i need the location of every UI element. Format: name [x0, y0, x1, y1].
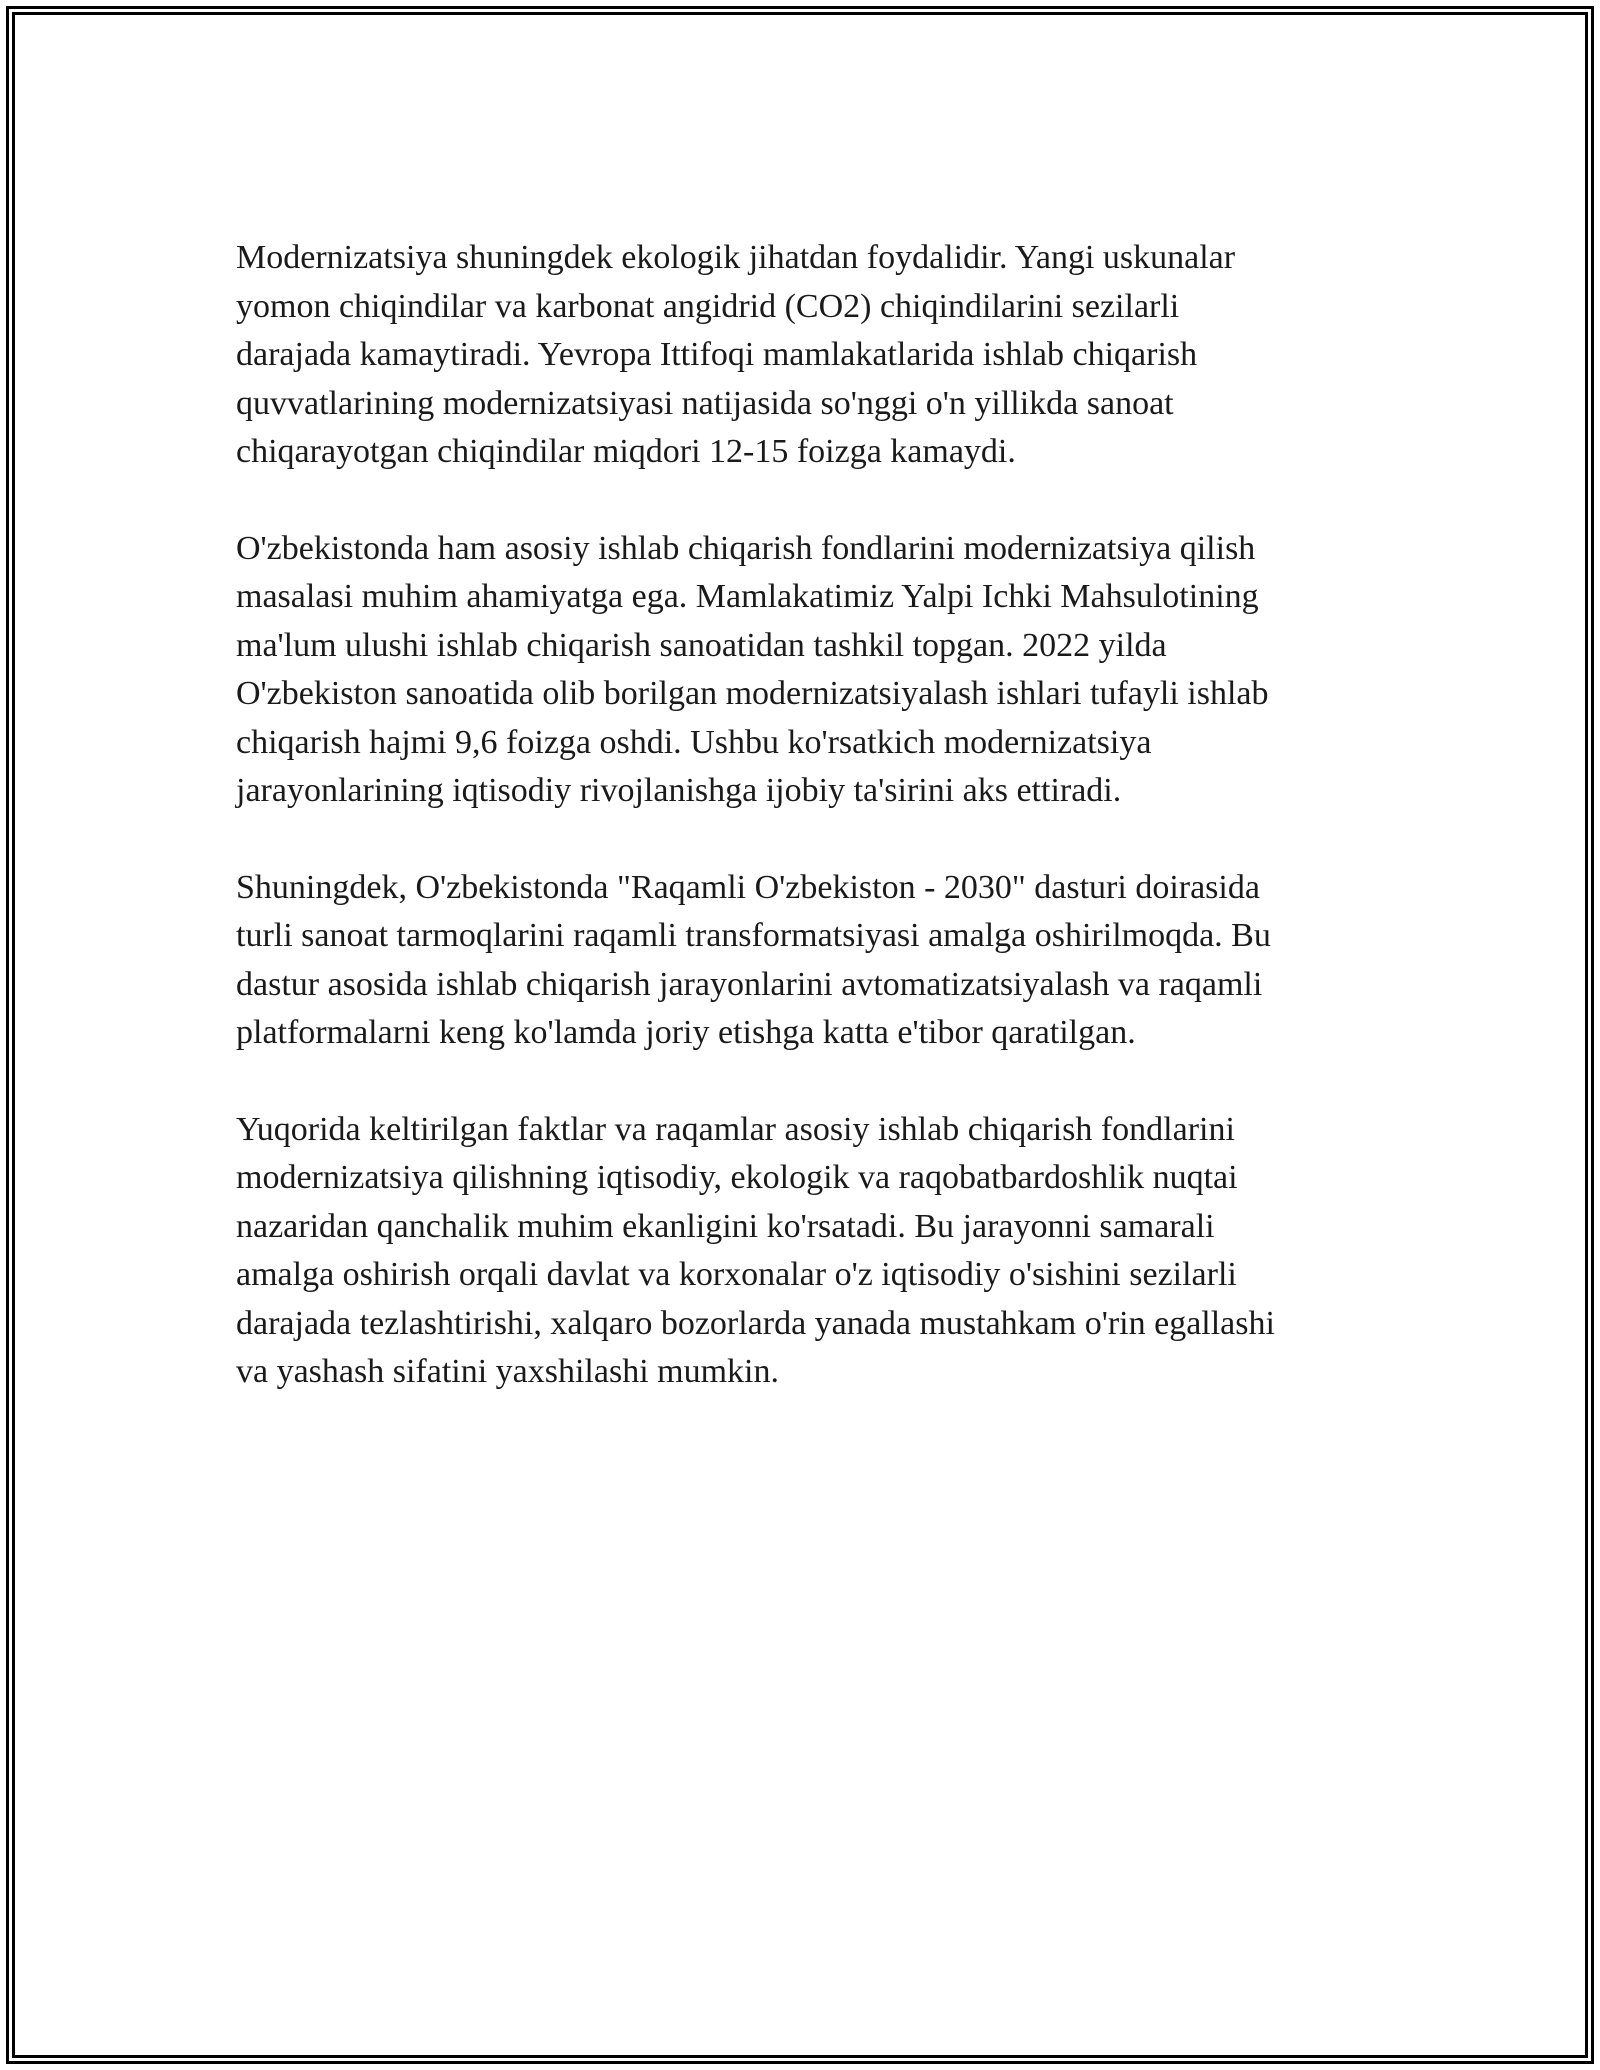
paragraph-digital-uzbekistan: Shuningdek, O'zbekistonda "Raqamli O'zbekiston - 2030" dasturi doirasida turli sanoat tarmoqlarini raqamli transformatsiyasi amalga oshirilmoqda. Bu dastur asosida ishlab chiqarish jarayonlarini avtomatizatsiyalash va raqamli platformalarni keng ko'lamda joriy etishga katta e'tibor qaratilgan.	[236, 868, 1271, 1051]
paragraph-conclusion: Yuqorida keltirilgan faktlar va raqamlar asosiy ishlab chiqarish fondlarini modernizatsiya qilishning iqtisodiy, ekologik va raqobatbardoshlik nuqtai nazaridan qanchalik muhim ekanligini ko'rsatadi. Bu jarayonni samarali amalga oshirish orqali davlat va korxonalar o'z iqtisodiy o'sishini sezilarli darajada tezlashtirishi, xalqaro bozorlarda yanada mustahkam o'rin egallashi va yashash sifatini yaxshilashi mumkin.	[236, 1110, 1275, 1390]
paragraph-ecology: Modernizatsiya shuningdek ekologik jihatdan foydalidir. Yangi uskunalar yomon chiqindilar va karbonat angidrid (CO2) chiqindilarini sezilarli darajada kamaytiradi. Yevropa Ittifoqi mamlakatlarida ishlab chiqarish quvvatlarining modernizatsiyasi natijasida so'nggi o'n yillikda sanoat chiqarayotgan chiqindilar miqdori 12-15 foizga kamaydi.	[236, 239, 1236, 470]
paragraph-uzbekistan-modernization: O'zbekistonda ham asosiy ishlab chiqarish fondlarini modernizatsiya qilish masalasi muhim ahamiyatga ega. Mamlakatimiz Yalpi Ichki Mahsulotining ma'lum ulushi ishlab chiqarish sanoatidan tashkil topgan. 2022 yilda O'zbekiston sanoatida olib borilgan modernizatsiyalash ishlari tufayli ishlab chiqarish hajmi 9,6 foizga oshdi. Ushbu ko'rsatkich modernizatsiya jarayonlarining iqtisodiy rivojlanishga ijobiy ta'sirini aks ettiradi.	[236, 529, 1269, 809]
document-body	[236, 234, 1366, 1445]
